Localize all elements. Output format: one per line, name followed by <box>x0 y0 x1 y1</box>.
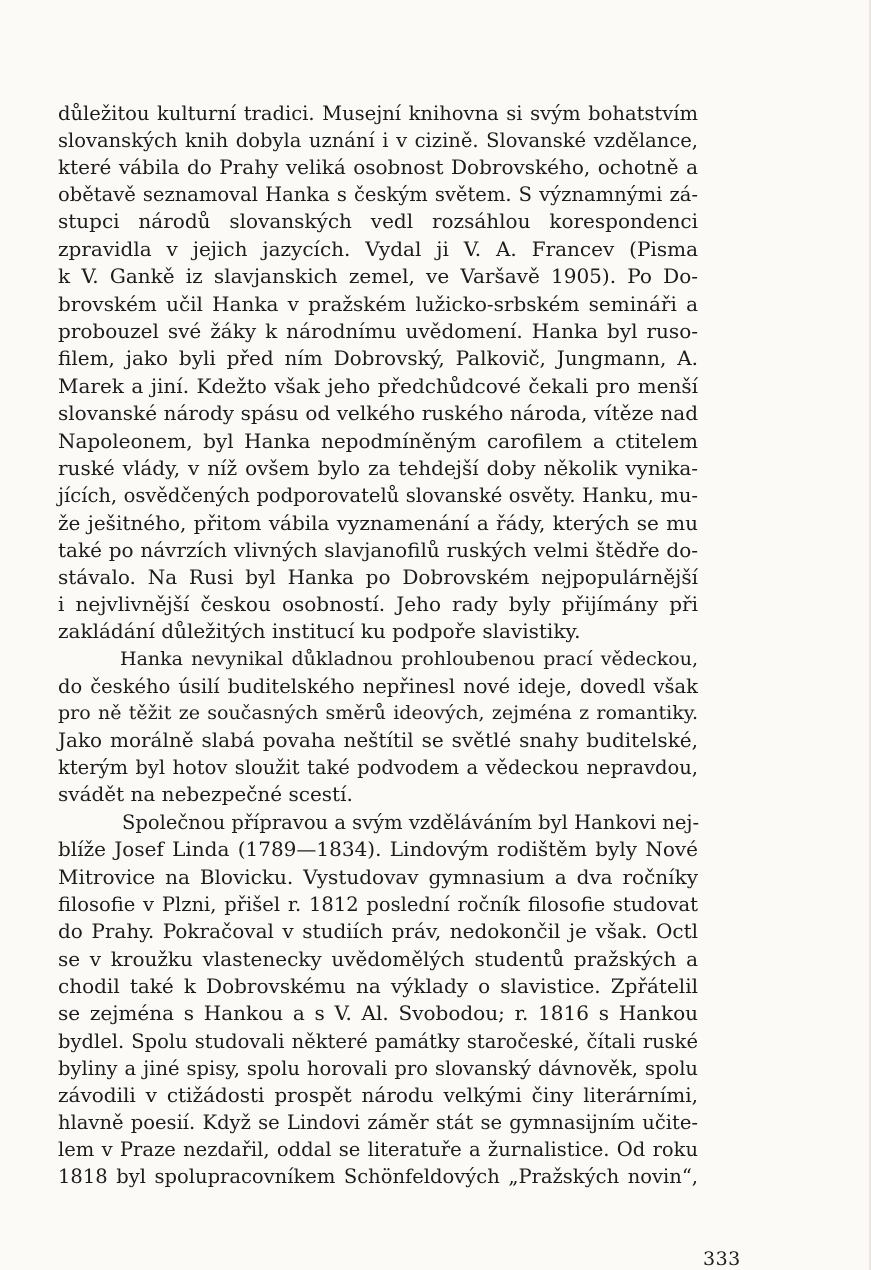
text-line: zpravidla v jejich jazycích. Vydal ji V. A. Francev (Pisma <box>58 237 698 261</box>
text-line: kterým byl hotov sloužit také podvodem a vědeckou nepravdou, <box>58 756 698 779</box>
text-line: Mitrovice na Blovicku. Vystudovav gymnasium a dva ročníky <box>58 865 698 889</box>
text-line: slovanských knih dobyla uznání i v cizině. Slovanské vzdělance, <box>58 129 698 152</box>
text-line: hlavně poesií. Když se Lindovi záměr stát se gymnasijním učite- <box>58 1111 698 1134</box>
text-line: stupci národů slovanských vedl rozsáhlou korespondenci <box>58 209 698 233</box>
text-line: stávalo. Na Rusi byl Hanka po Dobrovském nejpopulárnější <box>58 565 698 589</box>
text-line: že ješitného, přitom vábila vyznamenání a řády, kterých se mu <box>58 511 698 535</box>
text-line: do Prahy. Pokračoval v studiích práv, nedokončil je však. Octl <box>58 919 698 943</box>
text-line: bydlel. Spolu studovali některé památky staročeské, čítali ruské <box>58 1030 698 1053</box>
text-line: ruské vlády, v níž ovšem bylo za tehdejší doby několik vynika- <box>58 456 698 480</box>
text-line: filem, jako byli před ním Dobrovský, Palkovič, Jungmann, A. <box>58 346 698 370</box>
text-line: blíže Josef Linda (1789—1834). Lindovým rodištěm byly Nové <box>58 837 698 861</box>
text-line: k V. Gankě iz slavjanskich zemel, ve Varšavě 1905). Po Do- <box>58 264 698 288</box>
paragraph-start-line: Společnou přípravou a svým vzděláváním byl Hankovi nej- <box>122 811 700 834</box>
text-line: které vábila do Prahy veliká osobnost Dobrovského, ochotně a <box>58 155 698 179</box>
text-line: probouzel své žáky k národnímu uvědomení. Hanka byl ruso- <box>58 319 698 343</box>
text-line: Marek a jiní. Kdežto však jeho předchůdcové čekali pro menší <box>58 374 698 398</box>
text-line: 1818 byl spolupracovníkem Schönfeldových „Pražských novin“, <box>58 1165 698 1188</box>
text-line: se zejména s Hankou a s V. Al. Svobodou; r. 1816 s Hankou <box>58 1001 698 1025</box>
text-line: byliny a jiné spisy, spolu horovali pro slovanský dávnověk, spolu <box>58 1057 698 1080</box>
text-line: závodili v ctižádosti prospět národu velkými činy literárními, <box>58 1083 698 1107</box>
text-line: chodil také k Dobrovskému na výklady o slavistice. Zpřátelil <box>58 974 698 998</box>
text-line: filosofie v Plzni, přišel r. 1812 poslední ročník filosofie studovat <box>58 893 698 916</box>
text-line: obětavě seznamoval Hanka s českým světem. S významnými zá- <box>58 183 698 206</box>
text-line: zakládání důležitých institucí ku podpoře slavistiky. <box>58 619 581 643</box>
text-line: i nejvlivnější českou osobností. Jeho rady byly přijímány při <box>58 592 698 616</box>
text-line: jících, osvědčených podporovatelů slovanské osvěty. Hanku, mu- <box>58 484 698 507</box>
text-line: do českého úsilí buditelského nepřinesl nové ideje, dovedl však <box>58 675 698 698</box>
text-line: brovském učil Hanka v pražském lužicko-srbském semináři a <box>58 292 698 316</box>
text-line: také po návrzích vlivných slavjanofilů ruských velmi štědře do- <box>58 538 698 562</box>
book-page <box>58 100 741 1270</box>
page-number: 333 <box>703 1248 741 1270</box>
text-line: Napoleonem, byl Hanka nepodmíněným carofilem a ctitelem <box>58 429 698 453</box>
text-line: pro ně těžit ze současných směrů ideových, zejména z romantiky. <box>58 702 698 724</box>
text-line: se v kroužku vlastenecky uvědomělých studentů pražských a <box>58 947 698 971</box>
text-line: důležitou kulturní tradici. Musejní knihovna si svým bohatstvím <box>58 102 698 125</box>
text-line: lem v Praze nezdařil, oddal se literatuře a žurnalistice. Od roku <box>58 1138 698 1161</box>
paragraph-start-line: Hanka nevynikal důkladnou prohloubenou prací vědeckou, <box>120 648 698 670</box>
text-line: svádět na nebezpečné scestí. <box>58 782 353 806</box>
text-line: Jako morálně slabá povaha neštítil se světlé snahy buditelské, <box>58 728 698 752</box>
text-line: slovanské národy spásu od velkého ruského národa, vítěze nad <box>58 401 698 425</box>
